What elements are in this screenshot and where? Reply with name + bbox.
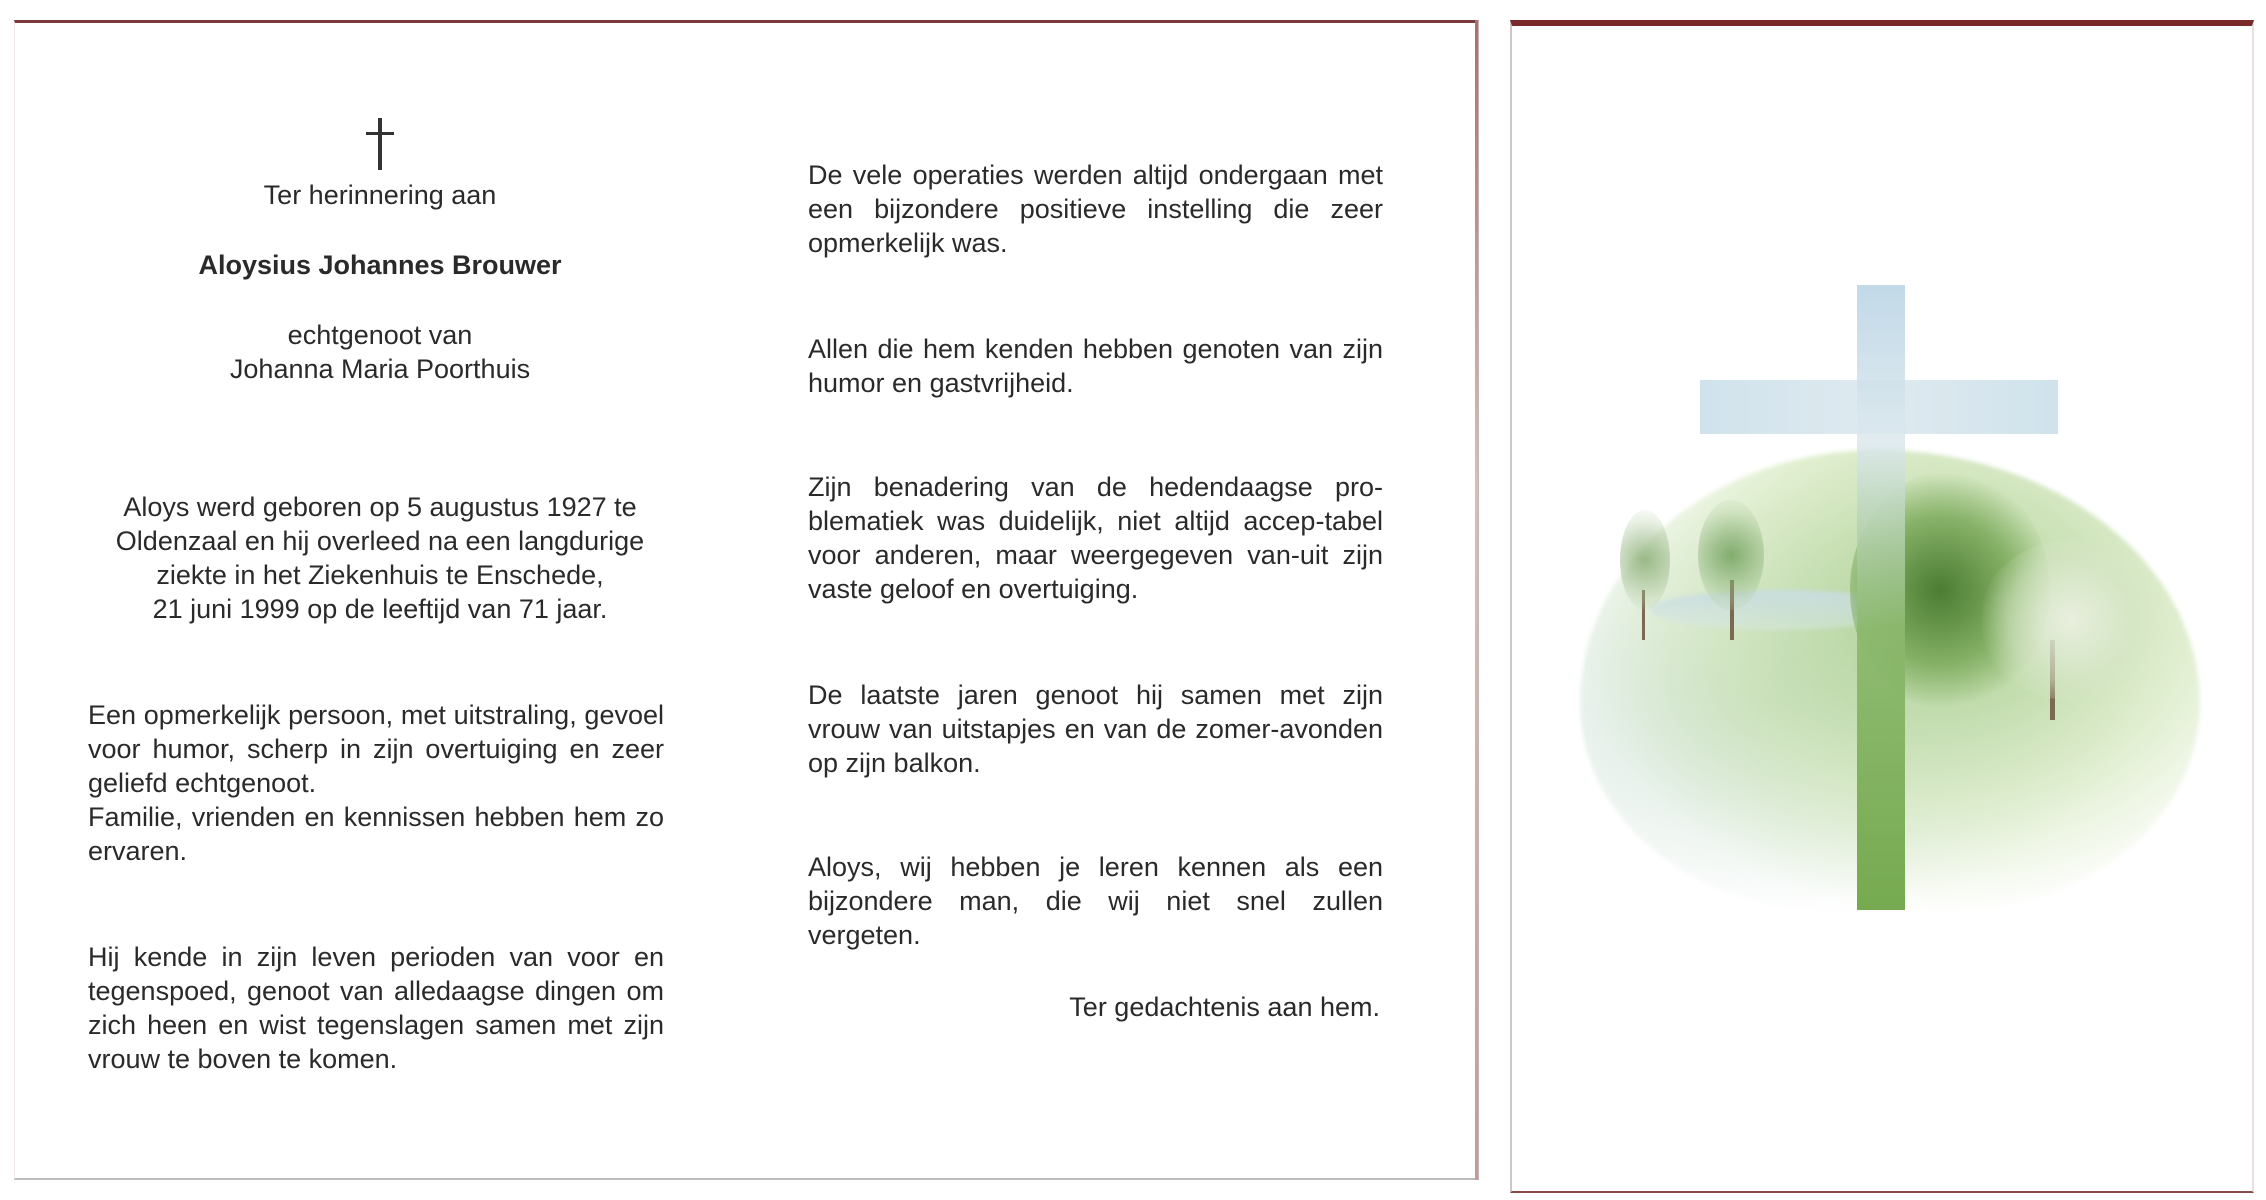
birth-line: ziekte in het Ziekenhuis te Enschede, [156, 560, 604, 590]
right-paragraph: Aloys, wij hebben je leren kennen als een bijzondere man, die wij niet snel zullen vergeten. [808, 852, 1383, 950]
tree [1620, 510, 1670, 610]
closing-line: Ter gedachtenis aan hem. [1069, 992, 1380, 1022]
right-paragraph: De laatste jaren genoot hij samen met zijn vrouw van uitstapjes en van de zomer-avonden op zijn balkon. [808, 680, 1383, 778]
left-paragraph: Hij kende in zijn leven perioden van voor en tegenspoed, genoot van alledaagse dingen om zich heen en wist tegenslagen samen met zijn vrouw te boven te komen. [88, 942, 664, 1074]
right-paragraph: Zijn benadering van de hedendaagse pro-blematiek was duidelijk, niet altijd accep-tabel voor anderen, maar weergegeven van-uit zijn vaste geloof en overtuiging. [808, 472, 1383, 604]
left-paragraph: Een opmerkelijk persoon, met uitstraling, gevoel voor humor, scherp in zijn overtuiging en zeer geliefd echtgenoot. [88, 700, 664, 798]
cross-over-landscape-illustration [1580, 260, 2200, 920]
right-paragraph: De vele operaties werden altijd ondergaan met een bijzondere positieve instelling die zeer opmerkelijk was. [808, 160, 1383, 258]
left-paragraph: Familie, vrienden en kennissen hebben hem zo ervaren. [88, 802, 664, 866]
birth-line: Aloys werd geboren op 5 augustus 1927 te [123, 492, 637, 522]
card-fold-line [1475, 20, 1478, 1180]
birth-line: Oldenzaal en hij overleed na een langdurige [115, 526, 645, 556]
birth-line: 21 juni 1999 op de leeftijd van 71 jaar. [152, 594, 608, 624]
deceased-name: Aloysius Johannes Brouwer [198, 250, 562, 280]
intro-text: Ter herinnering aan [263, 180, 497, 210]
tree [1698, 500, 1764, 610]
tree [1980, 540, 2160, 700]
latin-cross-icon [360, 118, 400, 170]
left-paragraph-1-block [88, 698, 664, 868]
right-paragraph: Allen die hem kenden hebben genoten van zijn humor en gastvrijheid. [808, 334, 1383, 398]
birth-death-block [80, 490, 680, 626]
spouse-name: Johanna Maria Poorthuis [229, 354, 531, 384]
cover-cross-beam [1857, 285, 1905, 910]
spouse-label: echtgenoot van [287, 320, 473, 350]
